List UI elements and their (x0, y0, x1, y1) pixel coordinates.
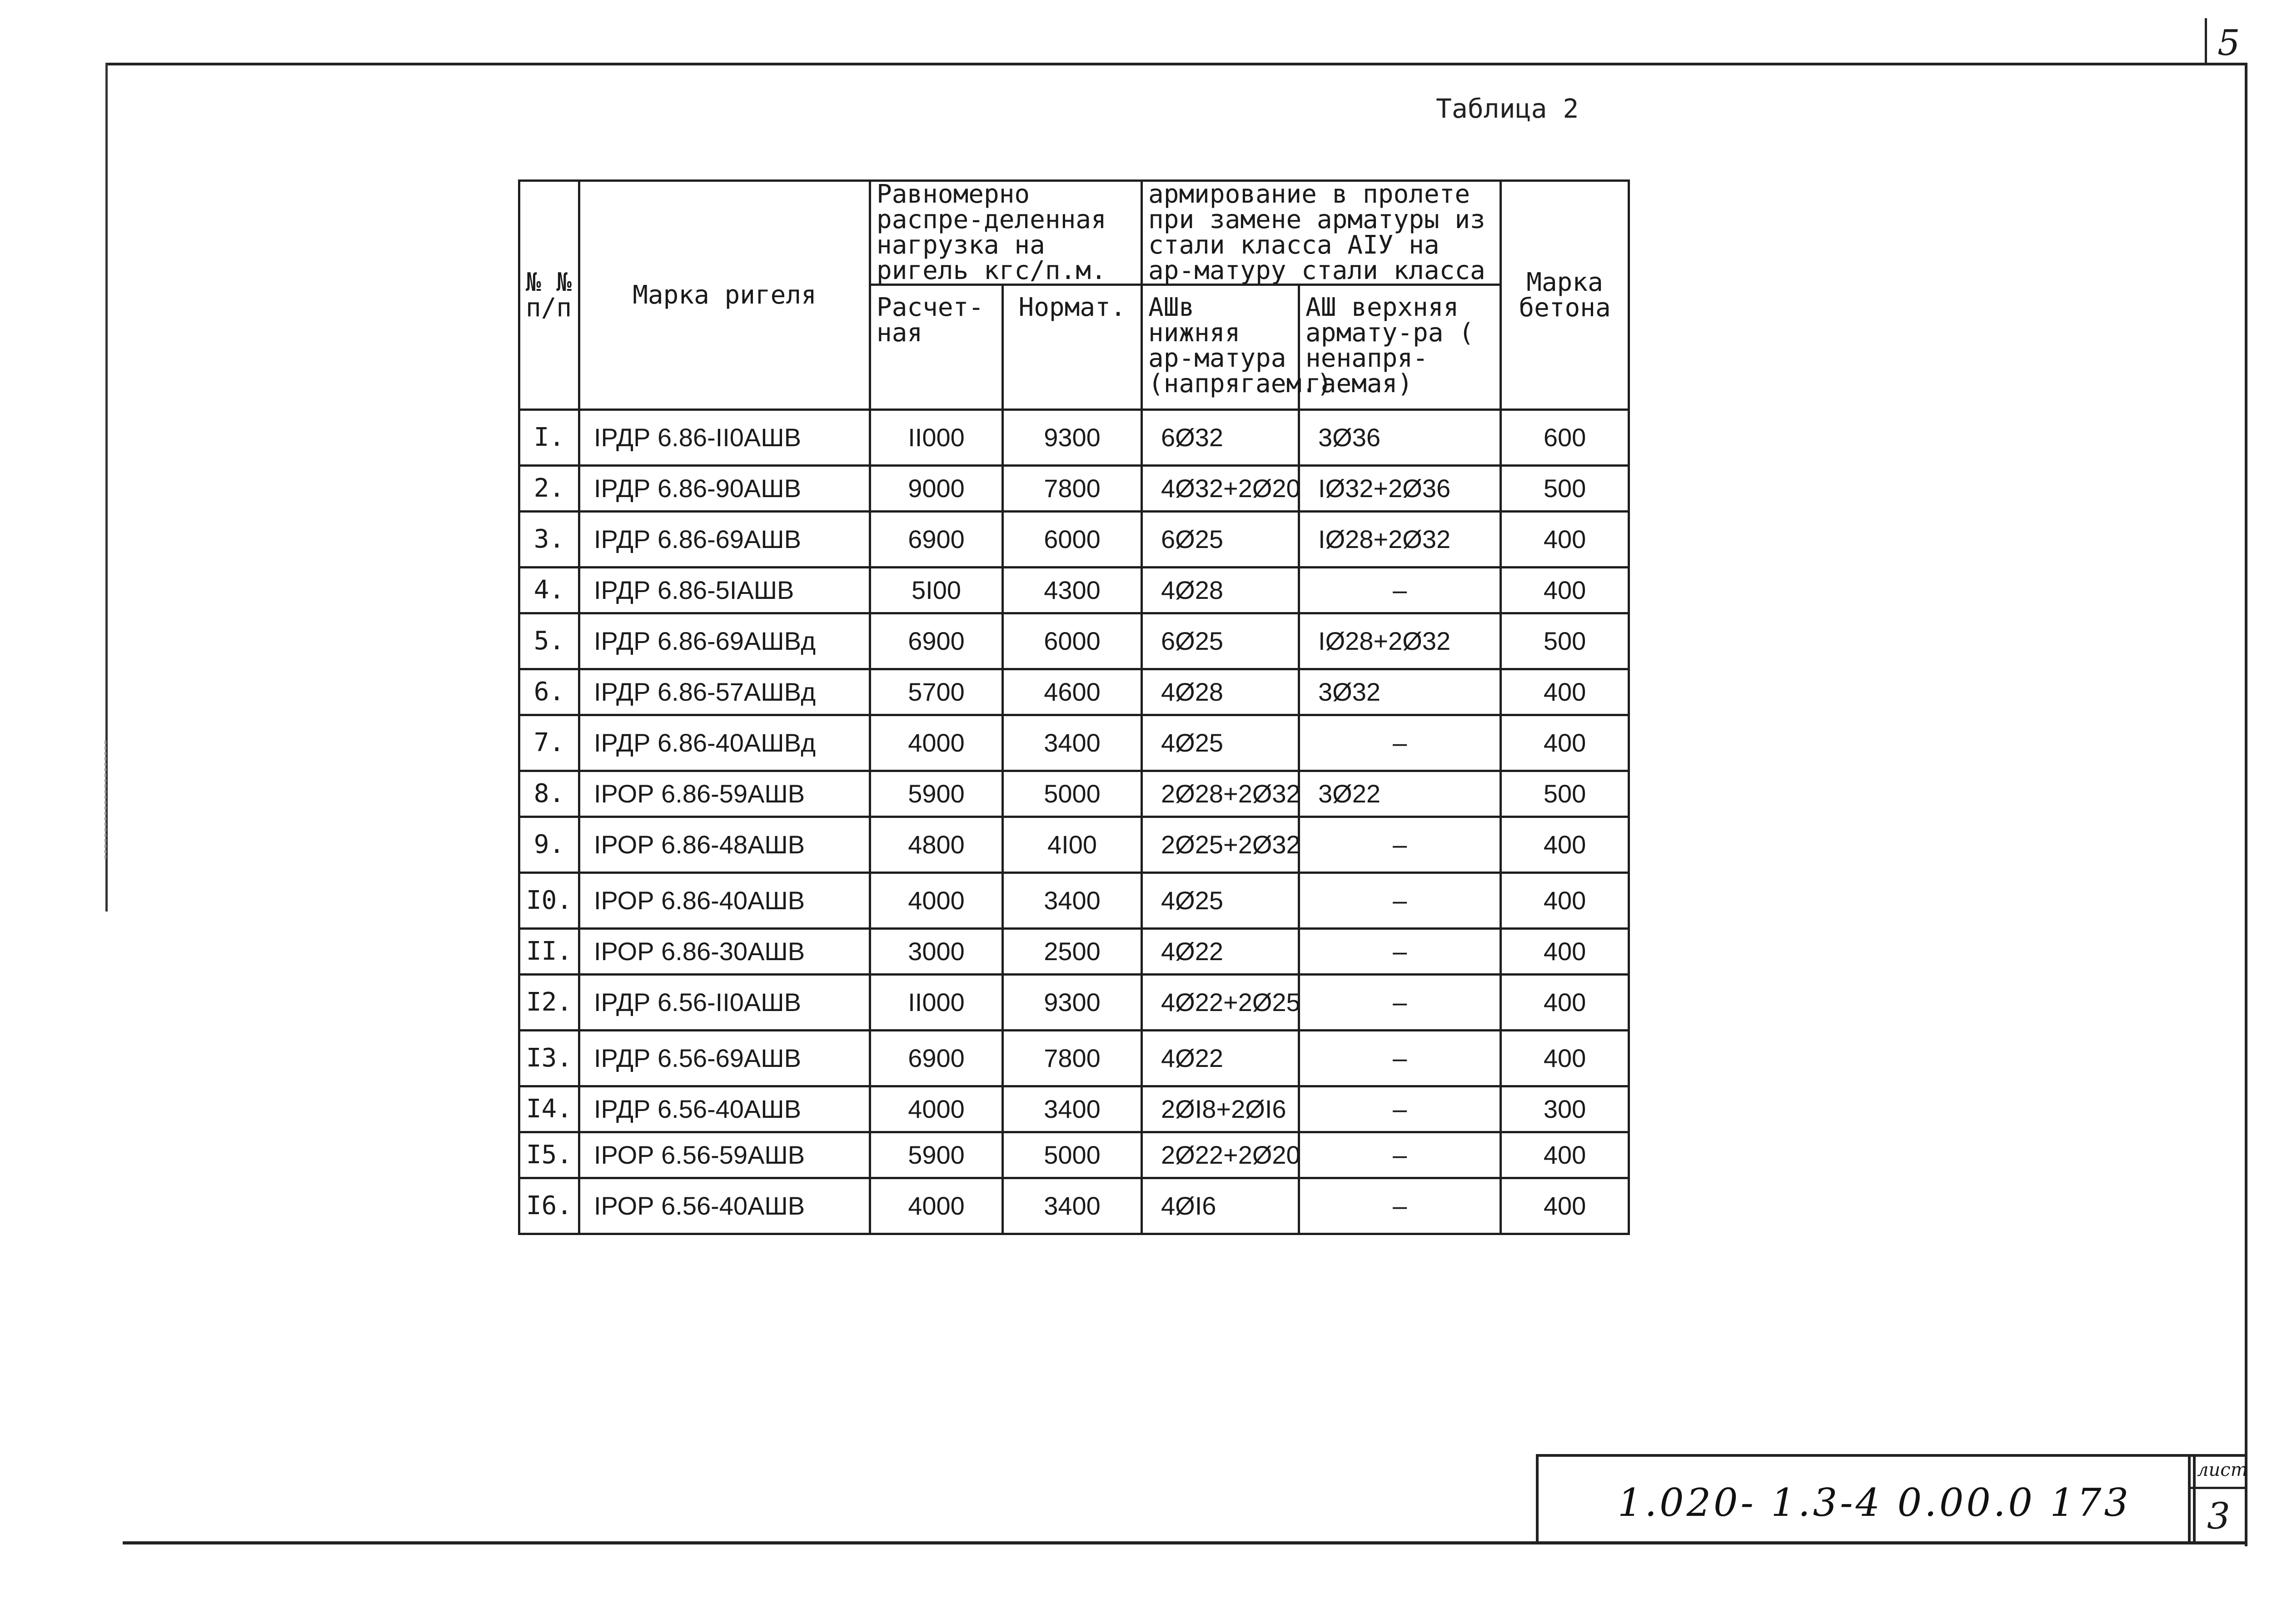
row-mark: IРДР 6.86-90AШВ (579, 466, 870, 512)
row-num: I2. (519, 975, 579, 1031)
row-mark: IРДР 6.86-II0AШВ (579, 410, 870, 466)
row-mark: IРОР 6.56-59AШВ (579, 1132, 870, 1178)
row-lower-arm: 6Ø25 (1142, 613, 1299, 669)
row-num: 2. (519, 466, 579, 512)
row-mark: IРОР 6.86-30AШВ (579, 929, 870, 975)
row-calc-load: 5700 (870, 669, 1003, 715)
row-upper-arm: IØ28+2Ø32 (1299, 512, 1501, 568)
table-row (519, 1178, 1629, 1234)
row-upper-arm: IØ28+2Ø32 (1299, 613, 1501, 669)
row-upper-arm: 3Ø36 (1299, 410, 1501, 466)
row-num: 4. (519, 568, 579, 613)
header-load-norm: Нормат. (1003, 285, 1142, 410)
row-norm-load: 3400 (1003, 873, 1142, 929)
row-lower-arm: 4Ø22 (1142, 1031, 1299, 1086)
row-norm-load: 4600 (1003, 669, 1142, 715)
row-upper-arm: 3Ø22 (1299, 771, 1501, 817)
row-num: I3. (519, 1031, 579, 1086)
table-title: Таблица 2 (1436, 93, 1579, 124)
row-calc-load: 9000 (870, 466, 1003, 512)
row-mark: IРДР 6.86-69AШВд (579, 613, 870, 669)
row-mark: IРДР 6.56-II0AШВ (579, 975, 870, 1031)
row-calc-load: 4000 (870, 873, 1003, 929)
row-upper-arm: – (1299, 568, 1501, 613)
row-concrete: 400 (1501, 975, 1629, 1031)
row-norm-load: 7800 (1003, 1031, 1142, 1086)
sheet-box-divider (2191, 1487, 2247, 1489)
row-upper-arm: – (1299, 929, 1501, 975)
row-concrete: 400 (1501, 1132, 1629, 1178)
row-num: I. (519, 410, 579, 466)
row-num: I5. (519, 1132, 579, 1178)
row-norm-load: 3400 (1003, 1086, 1142, 1132)
row-lower-arm: 2Ø25+2Ø32 (1142, 817, 1299, 873)
row-num: 5. (519, 613, 579, 669)
row-norm-load: 5000 (1003, 1132, 1142, 1178)
table-row (519, 613, 1629, 669)
row-concrete: 400 (1501, 873, 1629, 929)
row-lower-arm: 6Ø25 (1142, 512, 1299, 568)
header-mark: Марка ригеля (579, 181, 870, 410)
row-concrete: 500 (1501, 613, 1629, 669)
table-row (519, 715, 1629, 771)
row-calc-load: II000 (870, 975, 1003, 1031)
row-upper-arm: 3Ø32 (1299, 669, 1501, 715)
row-norm-load: 3400 (1003, 715, 1142, 771)
row-concrete: 400 (1501, 669, 1629, 715)
row-concrete: 400 (1501, 568, 1629, 613)
row-upper-arm: – (1299, 715, 1501, 771)
row-mark: IРОР 6.56-40AШВ (579, 1178, 870, 1234)
row-concrete: 500 (1501, 771, 1629, 817)
sheet-number: 3 (2207, 1495, 2230, 1537)
row-calc-load: 6900 (870, 613, 1003, 669)
table-row (519, 1086, 1629, 1132)
row-mark: IРОР 6.86-59AШВ (579, 771, 870, 817)
row-norm-load: 7800 (1003, 466, 1142, 512)
header-load-calc: Расчет-ная (870, 285, 1003, 410)
row-calc-load: 4000 (870, 1178, 1003, 1234)
table-row (519, 1031, 1629, 1086)
table-row (519, 817, 1629, 873)
table-row (519, 410, 1629, 466)
row-lower-arm: 4Ø22+2Ø25 (1142, 975, 1299, 1031)
table-row (519, 1132, 1629, 1178)
row-lower-arm: 4Ø22 (1142, 929, 1299, 975)
row-upper-arm: – (1299, 1031, 1501, 1086)
row-lower-arm: 2ØI8+2ØI6 (1142, 1086, 1299, 1132)
header-num: № № п/п (519, 181, 579, 410)
row-num: II. (519, 929, 579, 975)
frame-right-border (2245, 63, 2247, 1546)
row-calc-load: II000 (870, 410, 1003, 466)
row-upper-arm: – (1299, 873, 1501, 929)
row-norm-load: 9300 (1003, 975, 1142, 1031)
row-num: I6. (519, 1178, 579, 1234)
sheet-number-top: 5 (2217, 23, 2240, 64)
row-calc-load: 6900 (870, 512, 1003, 568)
table-row (519, 873, 1629, 929)
row-mark: IРОР 6.86-48AШВ (579, 817, 870, 873)
row-calc-load: 3000 (870, 929, 1003, 975)
table-row (519, 512, 1629, 568)
row-upper-arm: – (1299, 975, 1501, 1031)
table-row (519, 975, 1629, 1031)
row-mark: IРДР 6.86-57AШВд (579, 669, 870, 715)
row-norm-load: 6000 (1003, 512, 1142, 568)
row-norm-load: 9300 (1003, 410, 1142, 466)
row-upper-arm: – (1299, 1086, 1501, 1132)
row-num: 7. (519, 715, 579, 771)
header-arm-group: армирование в пролете при замене арматуры из стали класса AIУ на ар-матуру стали класса (1142, 181, 1501, 285)
row-norm-load: 4I00 (1003, 817, 1142, 873)
row-norm-load: 2500 (1003, 929, 1142, 975)
row-calc-load: 5900 (870, 771, 1003, 817)
row-num: 3. (519, 512, 579, 568)
table-row (519, 771, 1629, 817)
row-lower-arm: 4Ø25 (1142, 715, 1299, 771)
row-norm-load: 4300 (1003, 568, 1142, 613)
row-mark: IРДР 6.86-5IAШВ (579, 568, 870, 613)
sheet-label: лист (2197, 1460, 2248, 1480)
row-concrete: 400 (1501, 817, 1629, 873)
row-calc-load: 5900 (870, 1132, 1003, 1178)
row-mark: IРОР 6.86-40AШВ (579, 873, 870, 929)
row-concrete: 300 (1501, 1086, 1629, 1132)
row-concrete: 500 (1501, 466, 1629, 512)
row-num: 9. (519, 817, 579, 873)
row-concrete: 400 (1501, 1178, 1629, 1234)
row-lower-arm: 4Ø25 (1142, 873, 1299, 929)
table-row (519, 568, 1629, 613)
row-lower-arm: 4Ø28 (1142, 669, 1299, 715)
table-row (519, 929, 1629, 975)
row-lower-arm: 4Ø28 (1142, 568, 1299, 613)
row-mark: IРДР 6.86-40AШВд (579, 715, 870, 771)
table-row (519, 466, 1629, 512)
sheet-box (2188, 1454, 2247, 1543)
corner-tick-line (2205, 18, 2207, 65)
table-row (519, 669, 1629, 715)
row-calc-load: 6900 (870, 1031, 1003, 1086)
header-arm-upper: AШ верхняя армату-ра ( ненапря-гаемая) (1299, 285, 1501, 410)
row-lower-arm: 2Ø22+2Ø20 (1142, 1132, 1299, 1178)
frame-top-border (105, 63, 2247, 65)
row-norm-load: 5000 (1003, 771, 1142, 817)
row-lower-arm: 4ØI6 (1142, 1178, 1299, 1234)
row-concrete: 400 (1501, 929, 1629, 975)
row-upper-arm: IØ32+2Ø36 (1299, 466, 1501, 512)
row-norm-load: 3400 (1003, 1178, 1142, 1234)
row-num: I4. (519, 1086, 579, 1132)
row-mark: IРДР 6.86-69AШВ (579, 512, 870, 568)
row-concrete: 400 (1501, 715, 1629, 771)
row-norm-load: 6000 (1003, 613, 1142, 669)
reinforcement-table (518, 179, 1630, 1235)
row-concrete: 400 (1501, 512, 1629, 568)
row-upper-arm: – (1299, 817, 1501, 873)
row-calc-load: 4800 (870, 817, 1003, 873)
header-concrete: Марка бетона (1501, 181, 1629, 410)
row-calc-load: 5I00 (870, 568, 1003, 613)
row-num: 6. (519, 669, 579, 715)
header-arm-lower: AШв нижняя ар-матура (напрягаем.) (1142, 285, 1299, 410)
row-num: I0. (519, 873, 579, 929)
row-concrete: 400 (1501, 1031, 1629, 1086)
scan-margin-marks (105, 741, 111, 859)
header-load-group: Равномерно распре-деленная нагрузка на ригель кгс/п.м. (870, 181, 1142, 285)
row-upper-arm: – (1299, 1132, 1501, 1178)
row-lower-arm: 6Ø32 (1142, 410, 1299, 466)
row-concrete: 600 (1501, 410, 1629, 466)
row-calc-load: 4000 (870, 715, 1003, 771)
row-num: 8. (519, 771, 579, 817)
row-lower-arm: 2Ø28+2Ø32 (1142, 771, 1299, 817)
document-code: 1.020- 1.3-4 0.00.0 173 (1618, 1480, 2131, 1525)
row-mark: IРДР 6.56-40AШВ (579, 1086, 870, 1132)
row-upper-arm: – (1299, 1178, 1501, 1234)
row-lower-arm: 4Ø32+2Ø20 (1142, 466, 1299, 512)
row-calc-load: 4000 (870, 1086, 1003, 1132)
row-mark: IРДР 6.56-69AШВ (579, 1031, 870, 1086)
